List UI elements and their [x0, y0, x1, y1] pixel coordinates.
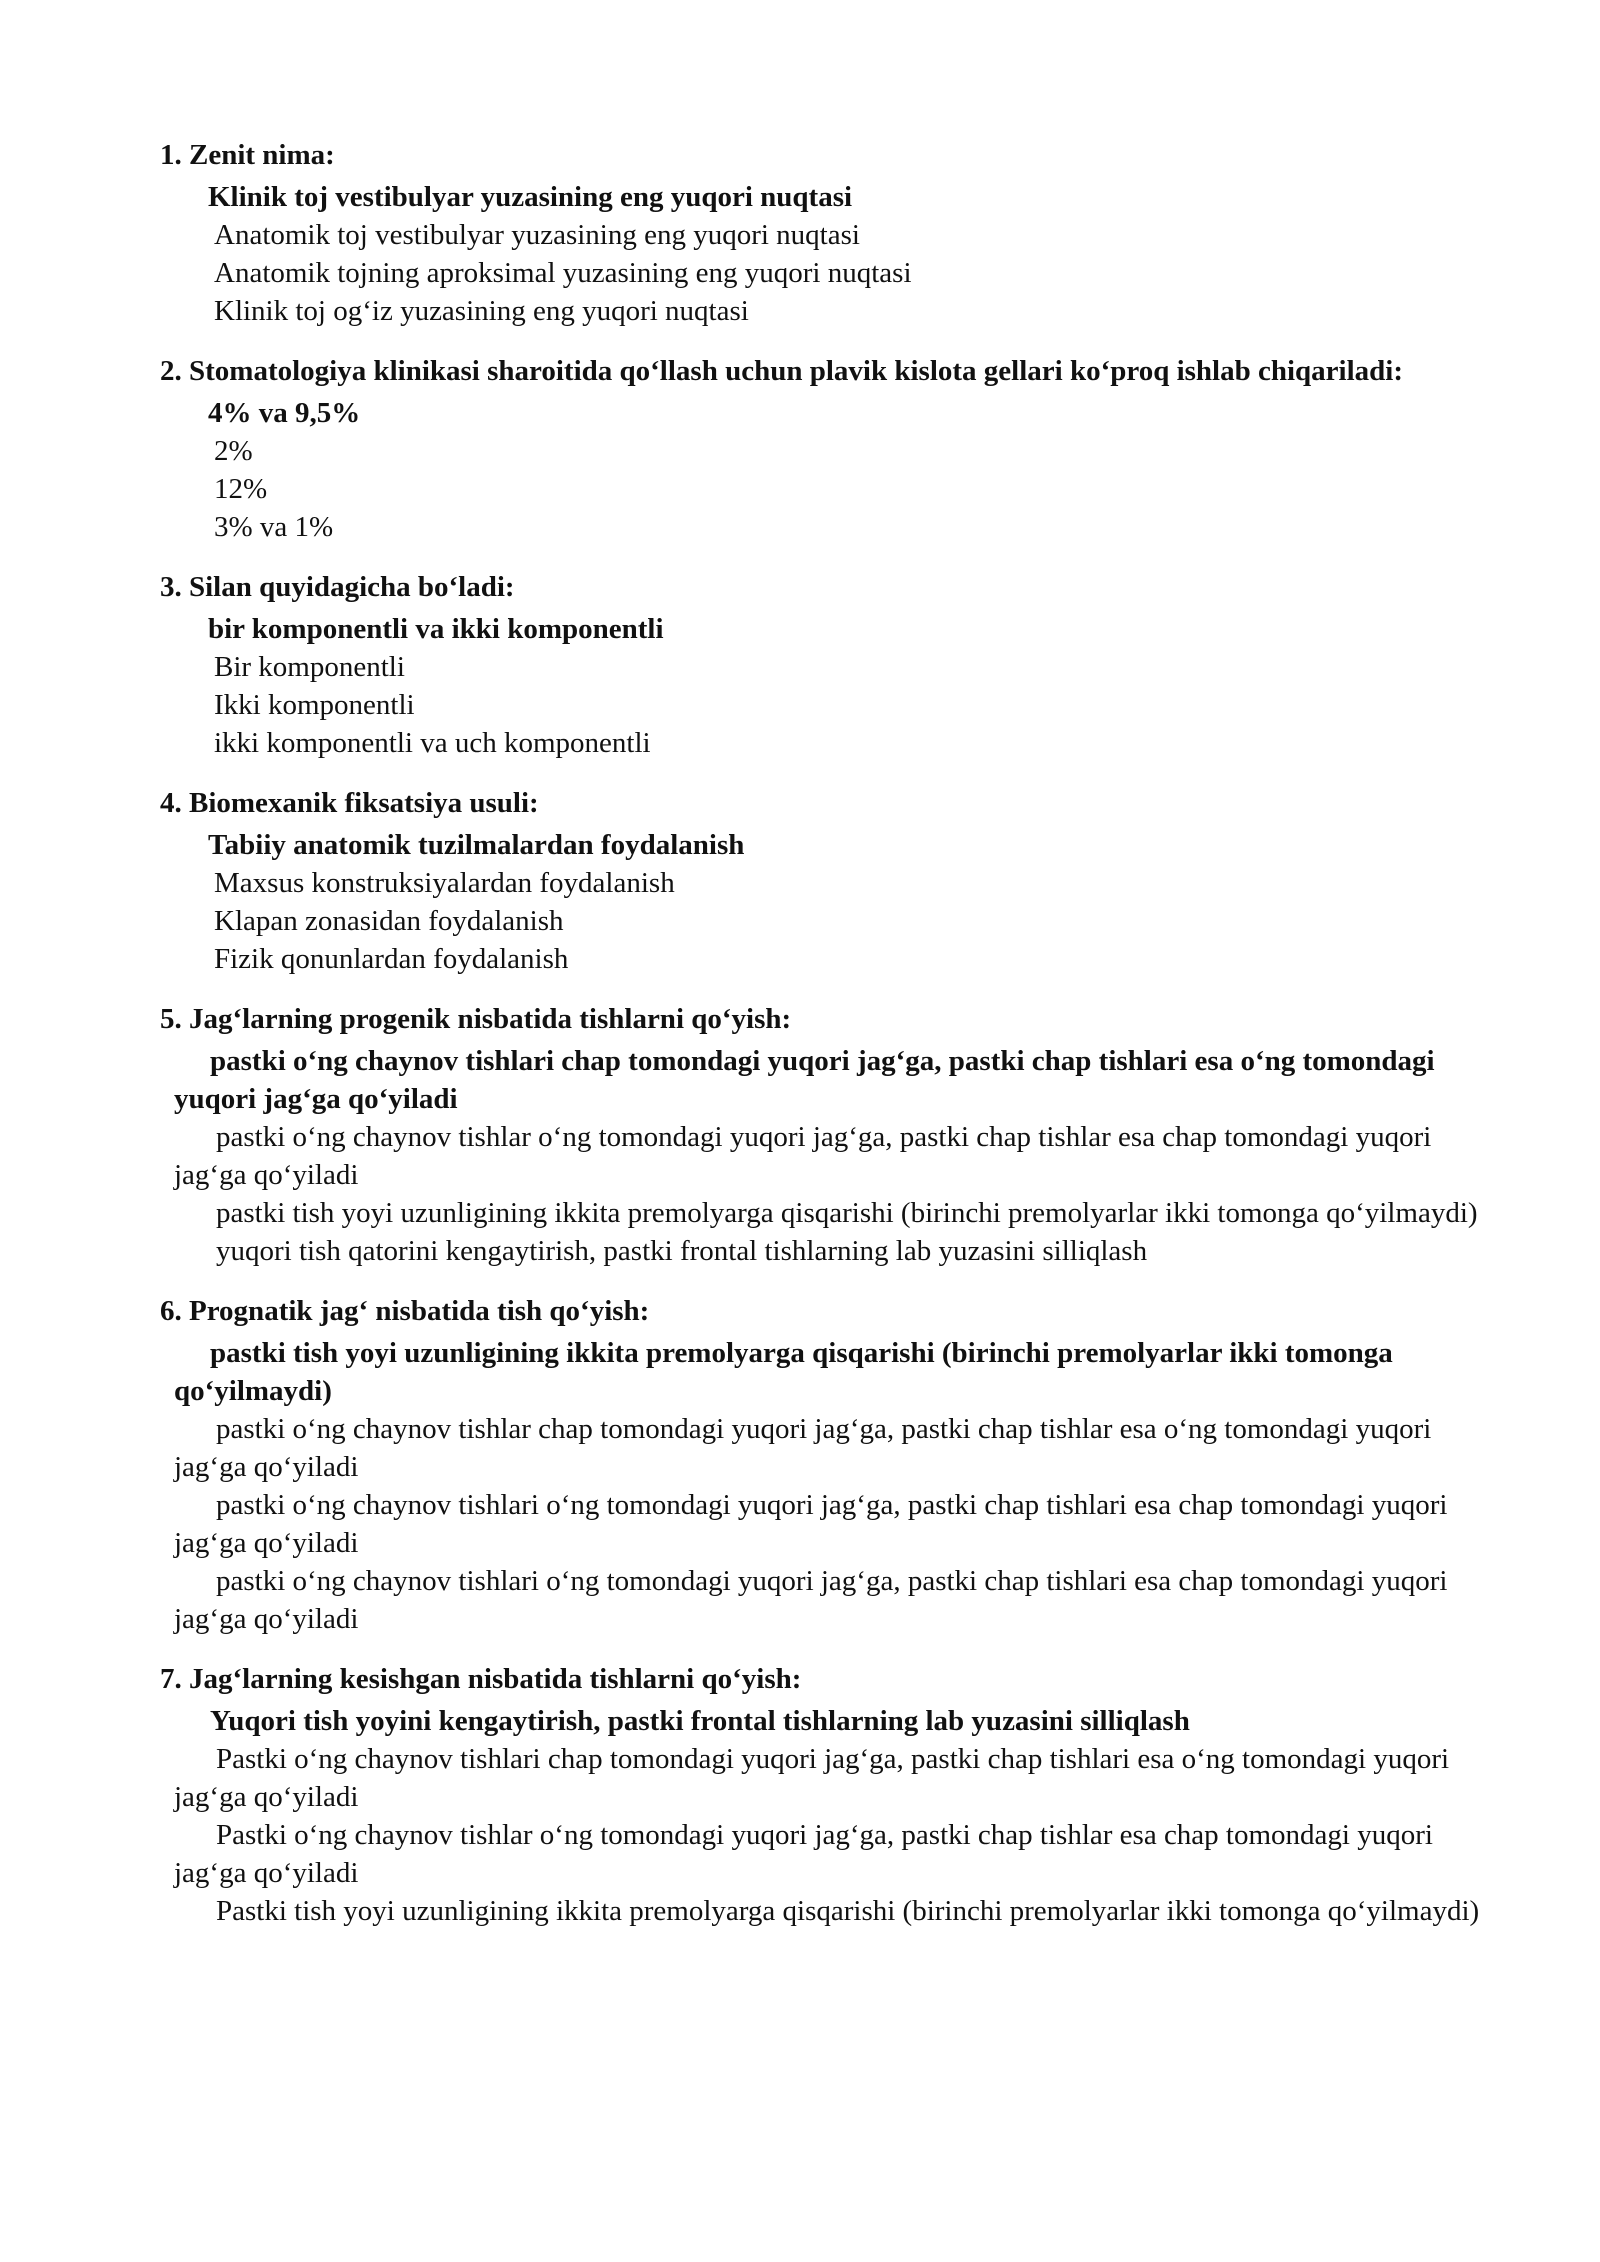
question-3	[160, 568, 1480, 762]
option-correct: pastki oʻng chaynov tishlari chap tomondagi yuqori jagʻga, pastki chap tishlari esa oʻng tomondagi yuqori jagʻga qoʻyiladi	[174, 1045, 1435, 1115]
option: Pastki oʻng chaynov tishlar oʻng tomondagi yuqori jagʻga, pastki chap tishlar esa chap tomondagi yuqori jagʻga qoʻyiladi	[174, 1819, 1433, 1889]
option: Maxsus konstruksiyalardan foydalanish	[214, 867, 675, 899]
question-list	[160, 136, 1480, 1952]
question-5	[160, 1000, 1480, 1270]
option: 3% va 1%	[214, 511, 334, 543]
option-correct: Yuqori tish yoyini kengaytirish, pastki frontal tishlarning lab yuzasini silliqlash	[210, 1705, 1190, 1737]
question-1	[160, 136, 1480, 330]
option: Anatomik toj vestibulyar yuzasining eng yuqori nuqtasi	[214, 219, 860, 251]
option: Pastki oʻng chaynov tishlari chap tomondagi yuqori jagʻga, pastki chap tishlari esa oʻng tomondagi yuqori jagʻga qoʻyiladi	[174, 1743, 1450, 1813]
option: Pastki tish yoyi uzunligining ikkita premolyarga qisqarishi (birinchi premolyarlar ikki tomonga qoʻyilmaydi)	[216, 1895, 1480, 1927]
option: Ikki komponentli	[214, 689, 415, 721]
option: yuqori tish qatorini kengaytirish, pastki frontal tishlarning lab yuzasini silliqlash	[216, 1235, 1148, 1267]
question-2	[160, 352, 1480, 546]
option-correct: pastki tish yoyi uzunligining ikkita premolyarga qisqarishi (birinchi premolyarlar ikki tomonga qoʻyilmaydi)	[174, 1337, 1393, 1407]
option-correct: Klinik toj vestibulyar yuzasining eng yuqori nuqtasi	[208, 181, 853, 213]
option: Bir komponentli	[214, 651, 405, 683]
option: pastki oʻng chaynov tishlari oʻng tomondagi yuqori jagʻga, pastki chap tishlari esa chap tomondagi yuqori jagʻga qoʻyiladi	[174, 1565, 1448, 1635]
question-6	[160, 1292, 1480, 1638]
question-title: 7. Jagʻlarning kesishgan nisbatida tishlarni qoʻyish:	[160, 1663, 802, 1695]
question-4	[160, 784, 1480, 978]
option: 12%	[214, 473, 268, 505]
question-title: 3. Silan quyidagicha boʻladi:	[160, 571, 515, 603]
option: pastki tish yoyi uzunligining ikkita premolyarga qisqarishi (birinchi premolyarlar ikki tomonga qoʻyilmaydi)	[216, 1197, 1478, 1229]
option-correct: 4% va 9,5%	[208, 397, 361, 429]
option: Klapan zonasidan foydalanish	[214, 905, 564, 937]
option: Klinik toj ogʻiz yuzasining eng yuqori nuqtasi	[214, 295, 749, 327]
question-title: 1. Zenit nima:	[160, 139, 335, 171]
question-title: 6. Prognatik jagʻ nisbatida tish qoʻyish:	[160, 1295, 650, 1327]
question-title: 2. Stomatologiya klinikasi sharoitida qoʻllash uchun plavik kislota gellari koʻproq ishlab chiqariladi:	[160, 355, 1404, 387]
option-correct: Tabiiy anatomik tuzilmalardan foydalanish	[208, 829, 745, 861]
question-7	[160, 1660, 1480, 1930]
option: 2%	[214, 435, 253, 467]
option: pastki oʻng chaynov tishlar oʻng tomondagi yuqori jagʻga, pastki chap tishlar esa chap tomondagi yuqori jagʻga qoʻyiladi	[174, 1121, 1432, 1191]
option: ikki komponentli va uch komponentli	[214, 727, 651, 759]
option: Fizik qonunlardan foydalanish	[214, 943, 569, 975]
option-correct: bir komponentli va ikki komponentli	[208, 613, 664, 645]
option: pastki oʻng chaynov tishlar chap tomondagi yuqori jagʻga, pastki chap tishlar esa oʻng tomondagi yuqori jagʻga qoʻyiladi	[174, 1413, 1432, 1483]
question-title: 4. Biomexanik fiksatsiya usuli:	[160, 787, 539, 819]
option: Anatomik tojning aproksimal yuzasining eng yuqori nuqtasi	[214, 257, 912, 289]
option: pastki oʻng chaynov tishlari oʻng tomondagi yuqori jagʻga, pastki chap tishlari esa chap tomondagi yuqori jagʻga qoʻyiladi	[174, 1489, 1448, 1559]
question-title: 5. Jagʻlarning progenik nisbatida tishlarni qoʻyish:	[160, 1003, 792, 1035]
